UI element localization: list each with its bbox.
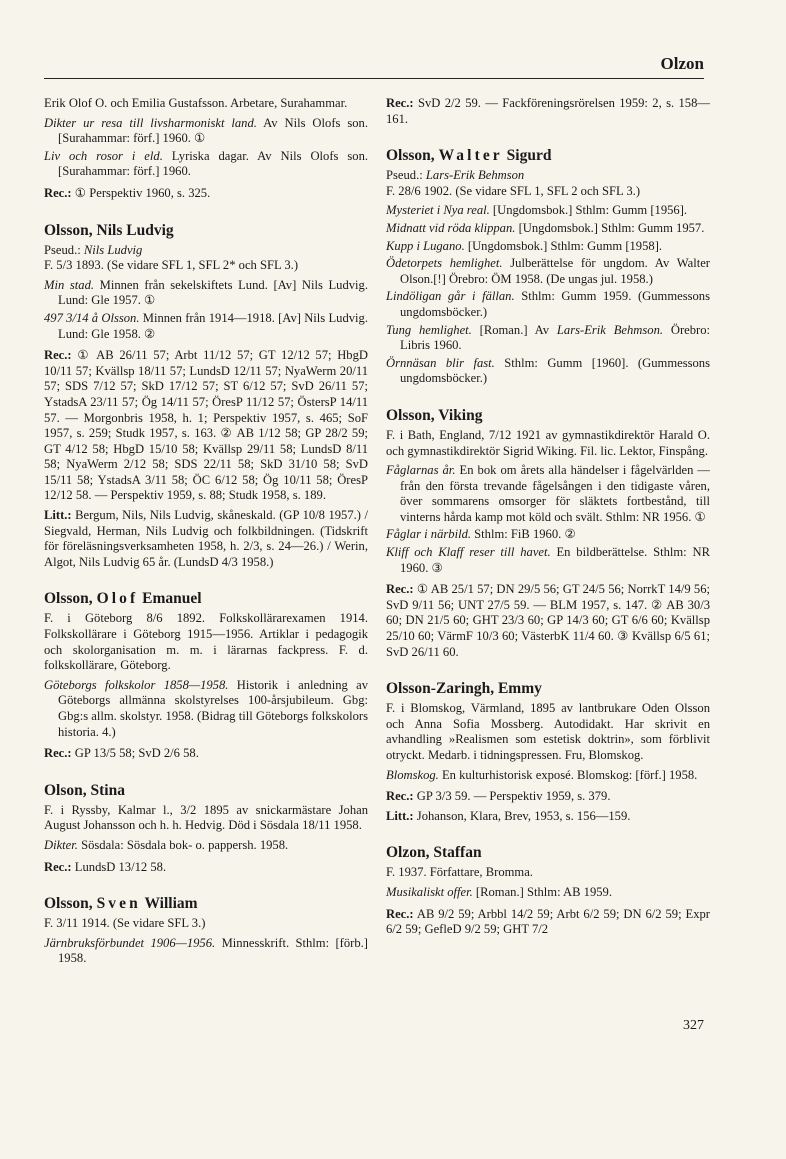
work-details: Av Nils Olofs son. [Surahammar: förf.] 1960. ① xyxy=(58,115,368,146)
reviews-text: ① AB 25/1 57; DN 29/5 56; GT 24/5 56; NorrkT 14/9 56; SvD 9/11 56; UNT 27/5 59. — BLM 1957, s. 147. ② AB 30/3 60; DN 21/5 60; GHT 23/3 60; GP 14/3 60; GT 6/6 60; Kvällsp 25/10 60; VärmF 10/3 60; VästerbK 11/4 60. ③ Kvällsp 6/5 61; SvD 26/11 60. xyxy=(386,582,710,659)
entry-heading: Olson, Stina xyxy=(44,781,125,799)
reviews-text: ① Perspektiv 1960, s. 325. xyxy=(74,185,211,200)
work-details: Minnen från sekelskiftets Lund. [Av] Nils Ludvig. Lund: Gle 1957. ① xyxy=(58,277,368,308)
reviews xyxy=(44,746,368,762)
reviews-label: Rec.: xyxy=(386,96,414,110)
given-name: Sven xyxy=(96,895,141,913)
pseudonym-label: Pseud.: xyxy=(386,168,423,183)
work-item xyxy=(44,678,368,740)
work-item xyxy=(386,527,710,543)
work-item xyxy=(44,838,368,854)
given-name: Olof xyxy=(96,590,139,608)
entry-intro: F. i Ryssby, Kalmar l., 3/2 1895 av snickarmästare Johan August Johansson och h. h. Hedvig. Död i Sösdala 18/11 1958. xyxy=(44,802,368,833)
work-details: Sösdala: Sösdala bok- o. pappersh. 1958. xyxy=(81,837,289,852)
work-item xyxy=(44,278,368,309)
header-rule xyxy=(44,78,704,79)
reviews xyxy=(44,186,368,202)
work-details: En bildberättelse. Sthlm: NR 1960. ③ xyxy=(400,545,710,575)
reviews-text: LundsD 13/12 58. xyxy=(74,859,167,874)
birth-info: F. 3/11 1914. (Se vidare SFL 3.) xyxy=(44,916,206,931)
birth-info: F. 5/3 1893. (Se vidare SFL 1, SFL 2* och SFL 3.) xyxy=(44,258,299,273)
pseudonym xyxy=(386,168,710,184)
work-title: Tung hemlighet. xyxy=(386,322,472,337)
pseudonym-name: Lars-Erik Behmson xyxy=(425,168,525,183)
work-item xyxy=(386,545,710,576)
work-author: Lars-Erik Behmson. xyxy=(556,322,664,337)
middle-name: William xyxy=(144,895,198,913)
reviews-text: GP 13/5 58; SvD 2/6 58. xyxy=(74,746,199,761)
entry-intro: Erik Olof O. och Emilia Gustafsson. Arbetare, Surahammar. xyxy=(44,96,348,110)
entry-olsson-walter-sigurd xyxy=(386,147,710,387)
work-title: Kupp i Lugano. xyxy=(386,238,465,253)
entry-intro: F. i Bath, England, 7/12 1921 av gymnastikdirektör Harald O. och gymnastikdirektör Sigrid Wiking. Fil. lic. Lektor, Finspång. xyxy=(386,427,710,458)
work-details: Lyriska dagar. Av Nils Olofs son. [Surahammar: förf.] 1960. xyxy=(58,148,369,179)
work-item xyxy=(386,768,710,784)
work-item xyxy=(44,116,368,147)
surname: Olsson, xyxy=(44,895,93,913)
work-details: Sthlm: Gumm 1959. (Gummessons ungdomsböcker.) xyxy=(400,289,711,319)
entry-olsson-sven-william xyxy=(44,895,368,967)
birth-info: F. 28/6 1902. (Se vidare SFL 1, SFL 2 och SFL 3.) xyxy=(386,183,641,198)
literature xyxy=(44,508,368,570)
work-title: Midnatt vid röda klippan. xyxy=(386,220,516,235)
work-details: [Roman.] Av xyxy=(479,322,550,337)
entry-heading: Olzon, Staffan xyxy=(386,844,482,862)
entry-heading xyxy=(44,590,368,608)
work-item xyxy=(386,885,710,901)
entry-heading xyxy=(44,895,368,913)
reviews-label: Rec.: xyxy=(44,746,72,761)
work-title: Musikaliskt offer. xyxy=(386,884,473,899)
work-item xyxy=(44,149,368,180)
middle-name: Emanuel xyxy=(142,590,202,608)
entry-intro: F. i Blomskog, Värmland, 1895 av lantbrukare Oden Olsson och Anna Sofia Mossberg. Autodidakt. Har skrivit en avhandling »Realismen som estetisk doktrin», som förblivit otryckt. Medarb. i tidningspressen. Fru, Blomskog. xyxy=(386,701,710,762)
work-item xyxy=(44,936,368,967)
reviews-label: Rec.: xyxy=(44,185,72,200)
work-title: 497 3/14 å Olsson. xyxy=(44,310,140,325)
entry-olzon-staffan xyxy=(386,844,710,937)
entry-heading: Olsson, Nils Ludvig xyxy=(44,221,174,239)
work-title: Blomskog. xyxy=(386,767,439,782)
literature-text: Johanson, Klara, Brev, 1953, s. 156—159. xyxy=(416,808,631,823)
reviews xyxy=(386,907,710,938)
work-title: Fåglarnas år. xyxy=(386,463,456,478)
work-item xyxy=(386,356,710,387)
work-title: Göteborgs folkskolor 1858—1958. xyxy=(44,677,229,692)
entry-intro: F. i Göteborg 8/6 1892. Folkskollärarexamen 1914. Folkskollärare i Göteborg 1915—1956. Artiklar i pedagogik och skolorganisation m. m. i lärarnas fackpress. F. d. folkskollärare, Göteborg. xyxy=(44,611,368,673)
work-details: Sthlm: FiB 1960. ② xyxy=(474,527,576,542)
left-column xyxy=(44,96,368,987)
literature-label: Litt.: xyxy=(386,808,414,823)
reviews-text: AB 9/2 59; Arbbl 14/2 59; Arbt 6/2 59; DN 6/2 59; Expr 6/2 59; GefleD 9/2 59; GHT 7/2 xyxy=(386,906,710,937)
reviews-label: Rec.: xyxy=(44,348,72,363)
pseudonym xyxy=(44,243,368,259)
work-title: Kliff och Klaff reser till havet. xyxy=(386,545,551,560)
entry-olsson-zaringh-emmy xyxy=(386,680,710,824)
surname: Olsson, xyxy=(386,147,435,165)
surname: Olsson, xyxy=(44,590,93,608)
work-details: Sthlm: Gumm [1960]. (Gummessons ungdomsböcker.) xyxy=(400,355,710,386)
reviews xyxy=(44,860,368,876)
reviews xyxy=(386,789,710,805)
work-title: Fåglar i närbild. xyxy=(386,527,472,542)
work-title: Järnbruksförbundet 1906—1956. xyxy=(44,935,216,950)
work-title: Dikter. xyxy=(44,837,78,852)
reviews xyxy=(44,348,368,504)
entry-continued-reviews xyxy=(386,96,710,127)
entry-continued xyxy=(44,96,368,202)
work-title: Ödetorpets hemlighet. xyxy=(386,256,503,271)
pseudonym-label: Pseud.: xyxy=(44,242,81,257)
work-details: Julberättelse för ungdom. Av Walter Olson.[!] Örebro: ÖM 1958. (De ungas jul. 1958.) xyxy=(400,256,710,286)
work-item xyxy=(386,203,710,219)
work-title: Mysteriet i Nya real. xyxy=(386,203,490,218)
work-item xyxy=(386,289,710,320)
reviews-text: SvD 2/2 59. — Fackföreningsrörelsen 1959: 2, s. 158—161. xyxy=(386,96,710,126)
work-details: [Roman.] Sthlm: AB 1959. xyxy=(475,884,612,899)
reviews xyxy=(386,582,710,660)
work-item xyxy=(386,221,710,237)
literature-text: Bergum, Nils, Nils Ludvig, skåneskald. (GP 10/8 1957.) / Siegvald, Herman, Nils Ludvig och folkbildningen. (Tidskrift för föreläsningsverksamheten 1958, h. 2/3, s. 24—26.) / Werin, Algot, Nils Ludvig 65 år. (LundsD 4/3 1958.) xyxy=(44,508,368,569)
reviews-text: GP 3/3 59. — Perspektiv 1959, s. 379. xyxy=(416,789,611,804)
work-details: Örebro: Libris 1960. xyxy=(400,322,711,353)
work-title: Örnnäsan blir fast. xyxy=(386,355,495,370)
entry-olsson-viking xyxy=(386,407,710,660)
work-title: Dikter ur resa till livsharmoniskt land. xyxy=(44,115,257,130)
work-details: [Ungdomsbok.] Sthlm: Gumm 1957. xyxy=(518,220,705,235)
middle-name: Sigurd xyxy=(506,147,552,165)
given-name: Walter xyxy=(438,147,503,165)
work-details: En bok om årets alla händelser i fågelvärlden — från den första trevande fågelsången i den tidigaste våren, över sommarens omsorger för släktets fortbestånd, till vinterns hårda kamp mot köld och svält. Sthlm: NR 1956. ① xyxy=(400,463,711,524)
work-item xyxy=(386,463,710,525)
pseudonym-name: Nils Ludvig xyxy=(83,242,143,257)
work-item xyxy=(386,239,710,255)
work-details: En kulturhistorisk exposé. Blomskog: [förf.] 1958. xyxy=(441,767,698,782)
work-details: Minnesskrift. Sthlm: [förb.] 1958. xyxy=(58,935,368,966)
work-details: Minnen från 1914—1918. [Av] Nils Ludvig. Lund: Gle 1958. ② xyxy=(58,310,368,341)
literature-label: Litt.: xyxy=(44,508,72,523)
entry-heading: Olsson, Viking xyxy=(386,406,483,424)
reviews-label: Rec.: xyxy=(386,789,414,804)
page-number: 327 xyxy=(683,1018,704,1033)
reviews-label: Rec.: xyxy=(386,906,414,921)
entry-olsson-olof-emanuel xyxy=(44,590,368,761)
work-item xyxy=(386,323,710,354)
work-item xyxy=(44,311,368,342)
work-title: Lindöligan går i fällan. xyxy=(386,289,515,304)
reviews-text: ① AB 26/11 57; Arbt 11/12 57; GT 12/12 57; HbgD 10/11 57; Kvällsp 18/11 57; LundsD 12/11 57; NyaWerm 20/11 57; SDS 7/12 57; SkD 17/12 57; ST 6/12 57; SvD 26/11 57; YstadsA 23/11 57; Ög 14/11 57; ÖresP 11/12 57; ÖstersP 14/11 57. — Morgonbris 1958, h. 1; Perspektiv 1957, s. 465; SoF 1957, s. 259; Studk 1957, s. 163. ② AB 1/12 58; GP 28/2 59; GT 4/12 58; HbgD 15/10 58; Kvällsp 29/11 58; LundsD 8/11 58; NyaWerm 2/12 58; SDS 22/11 58; SkD 31/10 58; SvD 15/11 58; YstadsA 3/11 58; ÖC 6/12 58; Ög 10/11 58; ÖresP 12/12 58. — Perspektiv 1959, s. 88; Studk 1958, s. 189. xyxy=(44,348,368,503)
entry-intro: F. 1937. Författare, Bromma. xyxy=(386,865,533,880)
running-head: Olzon xyxy=(660,54,704,73)
work-title: Liv och rosor i eld. xyxy=(44,148,163,163)
entry-olsson-nils-ludvig xyxy=(44,222,368,571)
work-details: [Ungdomsbok.] Sthlm: Gumm [1956]. xyxy=(492,203,688,218)
literature xyxy=(386,809,710,825)
work-title: Min stad. xyxy=(44,277,95,292)
entry-olson-stina xyxy=(44,782,368,875)
work-details: Historik i anledning av Göteborgs allmänna skolstyrelses 100-årsjubileum. Gbg: Gbg:s allm. skolstyr. 1958. (Bidrag till Göteborgs folkskolors historia. 4.) xyxy=(58,677,368,739)
right-column xyxy=(386,96,710,958)
work-item xyxy=(386,256,710,287)
reviews xyxy=(386,96,710,127)
entry-heading xyxy=(386,147,710,165)
reviews-label: Rec.: xyxy=(386,582,414,597)
entry-heading: Olsson-Zaringh, Emmy xyxy=(386,680,542,698)
work-details: [Ungdomsbok.] Sthlm: Gumm [1958]. xyxy=(467,238,663,253)
reviews-label: Rec.: xyxy=(44,859,72,874)
